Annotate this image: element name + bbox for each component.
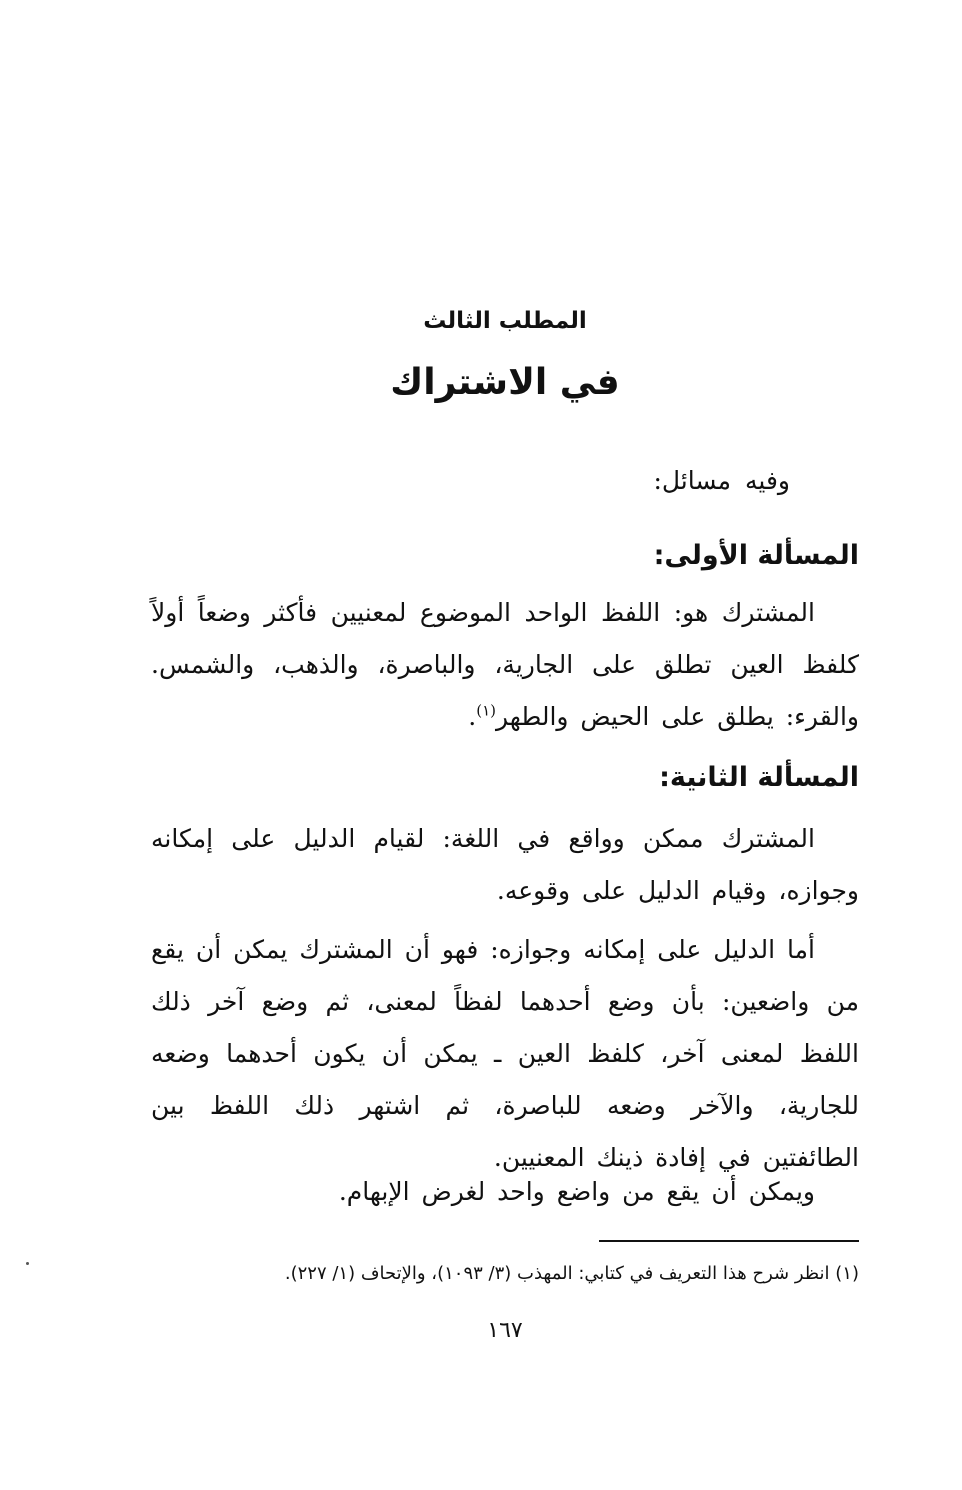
question-2-title: المسألة الثانية: bbox=[659, 762, 859, 793]
intro-text: وفيه مسائل: bbox=[653, 466, 790, 495]
question-2-paragraph-1: المشترك ممكن وواقع في اللغة: لقيام الدليل على إمكانه وجوازه، وقيام الدليل على وقوعه. bbox=[151, 824, 859, 905]
question-2-paragraph-2: أما الدليل على إمكانه وجوازه: فهو أن المشترك يمكن أن يقع من واضعين: بأن وضع أحدهما لفظاً لمعنى، ثم وضع آخر ذلك اللفظ لمعنى آخر، كلفظ العين ـ يمكن أن يكون أحدهما وضعه للجارية، والآخر وضعه للباصرة، ثم اشتهر ذلك اللفظ بين الطائفتين في إفادة ذينك المعنيين. bbox=[151, 935, 859, 1172]
footnote-text: (١) انظر شرح هذا التعريف في كتابي: المهذب (٣/ ١٠٩٣)، والإتحاف (١/ ٢٢٧). bbox=[284, 1263, 859, 1284]
section-label: المطلب الثالث bbox=[423, 308, 587, 334]
question-1-paragraph bbox=[151, 587, 859, 743]
page-number: ١٦٧ bbox=[487, 1318, 523, 1343]
question-2-paragraph-3: ويمكن أن يقع من واضع واحد لغرض الإبهام. bbox=[338, 1177, 815, 1206]
question-1-end: . bbox=[468, 702, 477, 731]
section-title: في الاشتراك bbox=[390, 362, 620, 403]
question-1-text: المشترك هو: اللفظ الواحد الموضوع لمعنيين فأكثر وضعاً أولاً كلفظ العين تطلق على الجارية، والباصرة، والذهب، والشمس. والقرء: يطلق على الحيض والطهر bbox=[151, 598, 859, 731]
footnote-divider bbox=[599, 1240, 859, 1242]
question-1-title: المسألة الأولى: bbox=[653, 540, 859, 571]
footnote-reference-mark: (١) bbox=[476, 701, 496, 720]
scan-speck bbox=[26, 1262, 29, 1265]
